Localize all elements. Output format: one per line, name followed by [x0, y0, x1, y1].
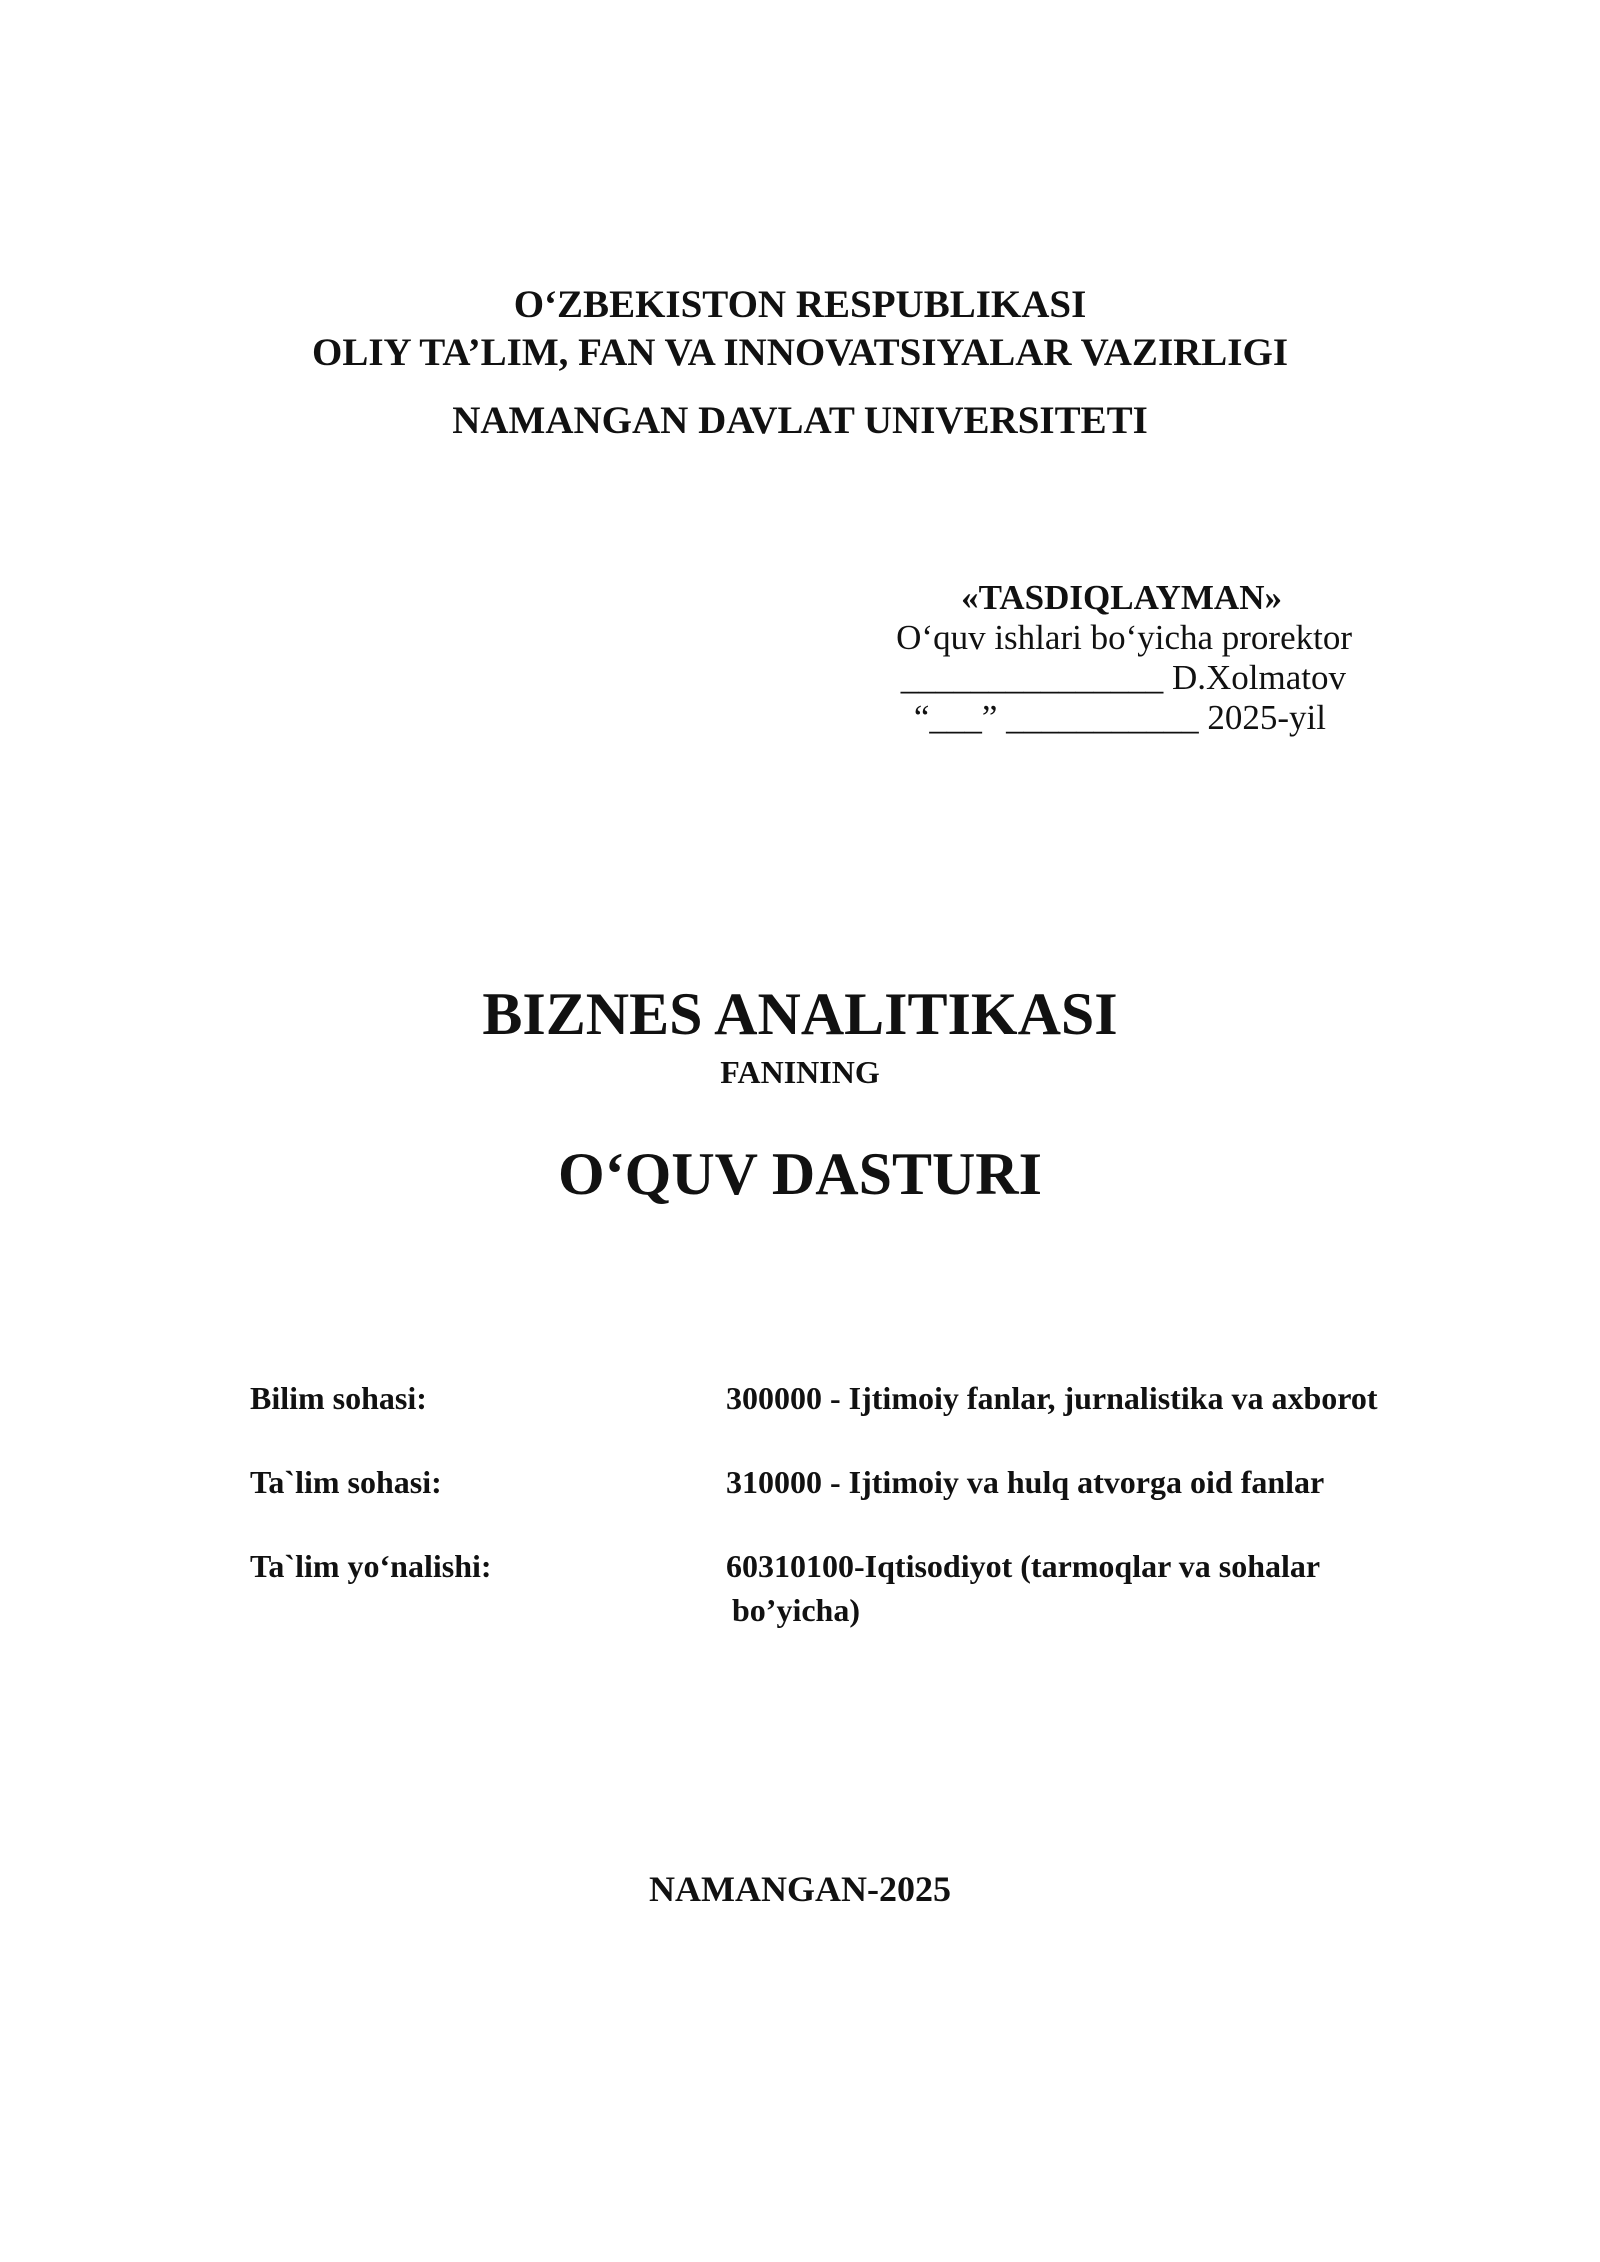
approval-signature: _______________ D.Xolmatov	[900, 658, 1346, 697]
field-value-continuation: bo’yicha)	[732, 1592, 860, 1628]
course-title: BIZNES ANALITIKASI	[482, 981, 1118, 1047]
field-label: Ta`lim sohasi:	[250, 1464, 442, 1500]
approval-title: «TASDIQLAYMAN»	[961, 578, 1282, 617]
field-label: Ta`lim yo‘nalishi:	[250, 1548, 492, 1584]
ministry-heading: OLIY TA’LIM, FAN VA INNOVATSIYALAR VAZIRLIGI	[312, 331, 1288, 374]
country-heading: O‘ZBEKISTON RESPUBLIKASI	[513, 283, 1087, 326]
approval-date: “___” ___________ 2025-yil	[913, 698, 1326, 737]
field-label: Bilim sohasi:	[250, 1380, 427, 1416]
course-subtitle: FANINING	[720, 1054, 880, 1090]
field-value: 310000 - Ijtimoiy va hulq atvorga oid fanlar	[726, 1464, 1325, 1500]
approval-position: O‘quv ishlari bo‘yicha prorektor	[896, 618, 1352, 657]
place-year-footer: NAMANGAN-2025	[649, 1869, 951, 1909]
university-heading: NAMANGAN DAVLAT UNIVERSITETI	[452, 399, 1148, 442]
field-value: 60310100-Iqtisodiyot (tarmoqlar va sohalar	[726, 1548, 1321, 1584]
document-type: O‘QUV DASTURI	[558, 1141, 1042, 1207]
field-value: 300000 - Ijtimoiy fanlar, jurnalistika va axborot	[726, 1380, 1378, 1416]
